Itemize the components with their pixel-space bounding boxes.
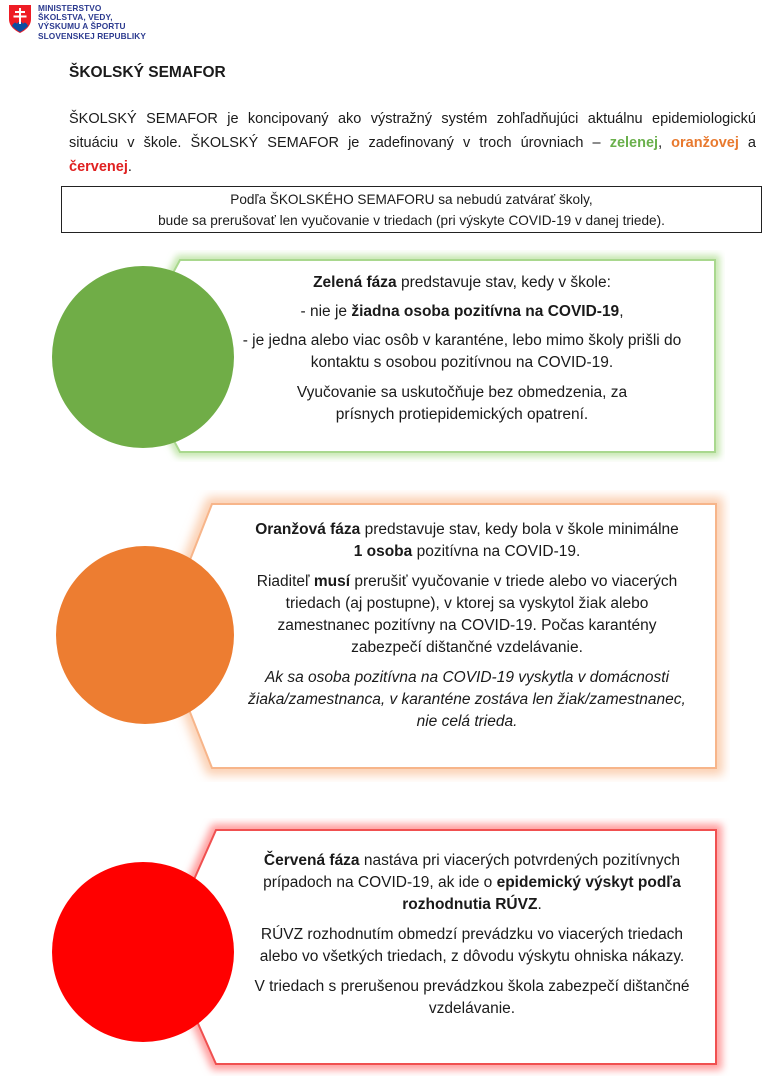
intro-separator: a [738, 135, 757, 151]
green-bullet-1-pre: - nie je [300, 303, 352, 320]
intro-red-word: červenej [69, 159, 128, 175]
intro-end: . [127, 159, 132, 175]
green-light [52, 266, 234, 448]
notice-box [61, 186, 762, 233]
red-phase-end: . [537, 896, 542, 913]
ministry-logo [8, 4, 146, 41]
green-bullet-1-bold: žiadna osoba pozitívna na COVID-19 [351, 303, 620, 320]
orange-p2-pre: Riaditeľ [256, 573, 314, 590]
orange-phase-text [234, 519, 700, 733]
ministry-line: MINISTERSTVO [38, 3, 102, 13]
slovak-coat-of-arms-icon [8, 4, 32, 34]
orange-phase-count: 1 osoba [353, 543, 413, 560]
ministry-line: VÝSKUMU A ŠPORTU [38, 21, 126, 32]
page-title: ŠKOLSKÝ SEMAFOR [69, 64, 226, 81]
orange-phase-heading-rest: predstavuje stav, kedy bola v škole minimálne [360, 521, 679, 538]
intro-separator: , [658, 135, 672, 151]
ministry-line: ŠKOLSTVA, VEDY, [38, 12, 113, 23]
green-bullet-1-post: , [619, 303, 624, 320]
red-phase-heading: Červená fáza [263, 852, 360, 869]
red-phase-p2: RÚVZ rozhodnutím obmedzí prevádzku vo viacerých triedach alebo vo všetkých triedach, z dôvodu výskytu ohniska nákazy. [259, 926, 685, 965]
green-phase-heading: Zelená fáza [313, 274, 397, 291]
ministry-name [38, 4, 146, 41]
green-phase-heading-rest: predstavuje stav, kedy v škole: [396, 274, 611, 291]
notice-line: Podľa ŠKOLSKÉHO SEMAFORU sa nebudú zatvárať školy, [230, 192, 593, 207]
red-phase-bold: epidemický výskyt podľa rozhodnutia RÚVZ [402, 874, 681, 913]
intro-paragraph [69, 107, 756, 179]
orange-phase-heading: Oranžová fáza [255, 521, 361, 538]
notice-line: bude sa prerušovať len vyučovanie v triedach (pri výskyte COVID-19 v danej triede). [158, 213, 665, 228]
ministry-line: SLOVENSKEJ REPUBLIKY [38, 30, 147, 41]
red-light [52, 862, 234, 1042]
intro-green-word: zelenej [609, 135, 659, 151]
orange-p2-post: prerušiť vyučovanie v triede alebo vo viacerých triedach (aj postupne), v ktorej sa vyskytol žiak alebo zamestnanec pozitívny na COVID-19. Počas karantény zabezpečí dištančné vzdelávanie. [277, 573, 678, 656]
red-phase-heading-rest: nastáva pri viacerých potvrdených pozitívnych prípadoch na COVID-19, ak ide o [263, 852, 681, 891]
orange-phase-heading-end: pozitívna na COVID-19. [412, 543, 581, 560]
green-bullet-2: - je jedna alebo viac osôb v karanténe, lebo mimo školy prišli do kontaktu s osobou pozitívnou na COVID-19. [242, 332, 682, 371]
intro-text: ŠKOLSKÝ SEMAFOR je koncipovaný ako výstražný systém zohľadňujúci aktuálnu epidemiologickú situáciu v škole. ŠKOLSKÝ SEMAFOR je zadefinovaný v troch úrovniach – [69, 111, 756, 151]
red-phase-p3: V triedach s prerušenou prevádzkou škola zabezpečí dištančné vzdelávanie. [254, 978, 690, 1017]
orange-p2-bold: musí [313, 573, 351, 590]
green-phase-note: Vyučovanie sa uskutočňuje bez obmedzenia, za prísnych protiepidemických opatrení. [296, 384, 628, 423]
intro-orange-word: oranžovej [671, 135, 739, 151]
green-phase-text [224, 272, 700, 426]
orange-phase-note: Ak sa osoba pozitívna na COVID-19 vyskytla v domácnosti žiaka/zamestnanca, v karanténe zostáva len žiak/zamestnanec, nie celá trieda. [248, 669, 686, 730]
red-phase-text [244, 850, 700, 1020]
orange-light [56, 546, 234, 724]
